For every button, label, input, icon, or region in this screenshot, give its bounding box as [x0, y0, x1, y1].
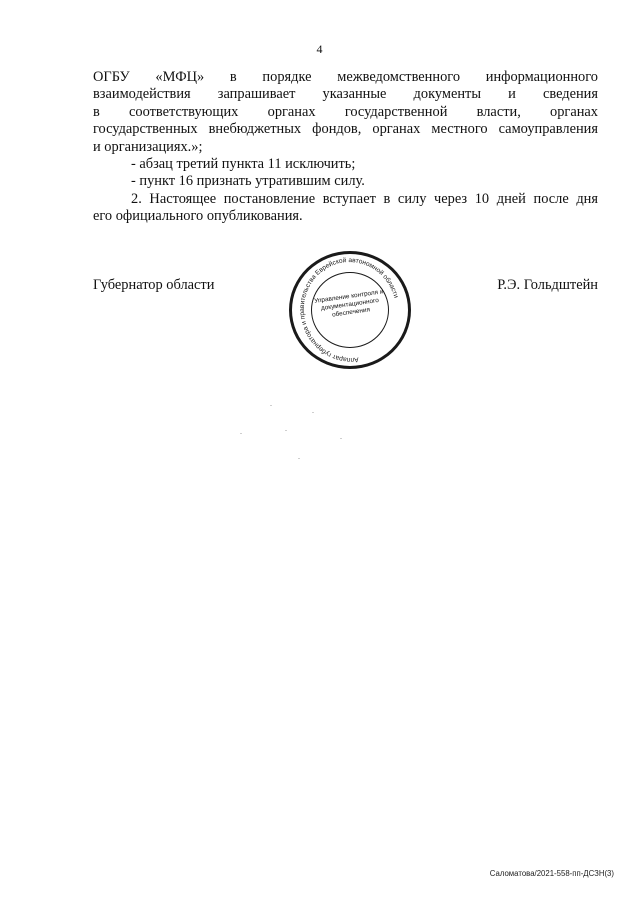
amendment-item: - пункт 16 признать утратившим силу. [131, 173, 365, 190]
clause-2-line: его официального опубликования. [93, 208, 303, 225]
amendment-item: - абзац третий пункта 11 исключить; [131, 156, 356, 173]
footer-reference: Саломатова/2021-558-пп-ДСЗН(3) [489, 869, 614, 878]
seal-center-text: Управление контроля и документационного обеспечения [313, 288, 384, 319]
paragraph-line: государственных внебюджетных фондов, органах местного самоуправления [93, 121, 598, 138]
document-body [93, 69, 598, 226]
signatory-name: Р.Э. Гольдштейн [497, 277, 598, 293]
page-number: 4 [316, 42, 323, 56]
paragraph-line: ОГБУ «МФЦ» в порядке межведомственного информационного [93, 69, 598, 85]
signatory-title: Губернатор области [93, 277, 215, 293]
paragraph-line: в соответствующих органах государственной власти, органах [93, 103, 598, 120]
official-seal [289, 251, 411, 369]
clause-2-line: 2. Настоящее постановление вступает в силу через 10 дней после дня [131, 190, 598, 207]
paragraph-line: и организациях.»; [93, 138, 203, 155]
paragraph-line: взаимодействия запрашивает указанные документы и сведения [93, 86, 598, 103]
scan-artifacts [230, 400, 370, 470]
seal-outer-text: Аппарат губернатора и правительства Еврейской автономной области [298, 257, 400, 363]
